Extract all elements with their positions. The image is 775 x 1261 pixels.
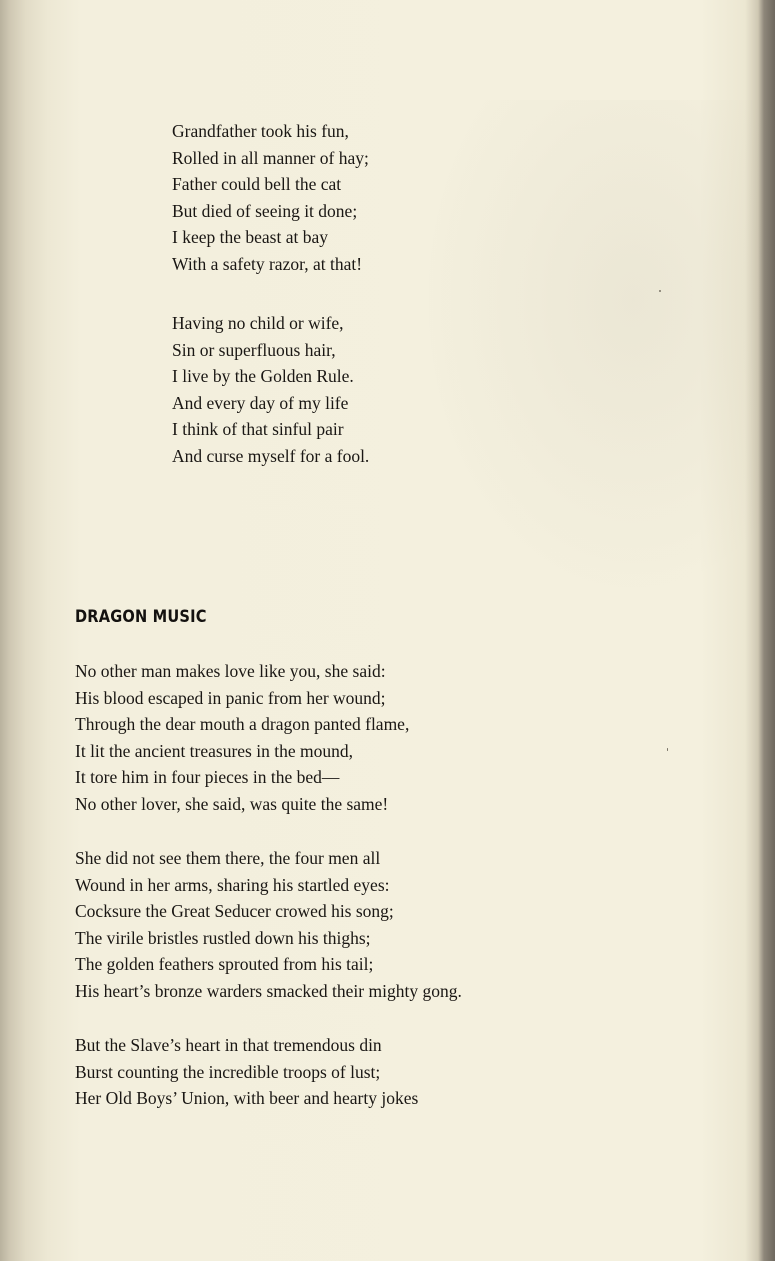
verse-line: No other lover, she said, was quite the same! — [75, 793, 389, 814]
verse-line: Through the dear mouth a dragon panted flame, — [75, 714, 410, 734]
verse-line: Wound in her arms, sharing his startled eyes: — [75, 874, 390, 895]
verse-line: I think of that sinful pair — [172, 419, 344, 439]
verse-line: No other man makes love like you, she said: — [75, 661, 386, 681]
verse-line: The virile bristles rustled down his thighs; — [75, 927, 371, 948]
verse-line: But the Slave’s heart in that tremendous din — [75, 1035, 382, 1055]
paper-speck — [659, 290, 661, 292]
verse-line: Her Old Boys’ Union, with beer and hearty jokes — [75, 1088, 419, 1108]
verse-line: The golden feathers sprouted from his tail; — [75, 954, 374, 974]
stanza — [172, 118, 369, 277]
verse-line: His heart’s bronze warders smacked their mighty gong. — [75, 980, 462, 1001]
verse-line: And curse myself for a fool. — [172, 445, 370, 466]
verse-line: His blood escaped in panic from her wound; — [75, 687, 386, 708]
poem-title: DRAGON MUSIC — [75, 607, 207, 627]
verse-line: Grandfather took his fun, — [172, 121, 349, 141]
verse-line: She did not see them there, the four men all — [75, 848, 381, 868]
verse-line: Sin or superfluous hair, — [172, 339, 336, 360]
verse-line: I keep the beast at bay — [172, 227, 328, 247]
verse-line: Having no child or wife, — [172, 313, 344, 333]
show-through-text — [420, 100, 775, 600]
stanza — [75, 1032, 418, 1112]
verse-line: Burst counting the incredible troops of lust; — [75, 1061, 381, 1082]
verse-line: I live by the Golden Rule. — [172, 366, 354, 386]
verse-line: It lit the ancient treasures in the mound, — [75, 740, 353, 761]
stanza — [75, 845, 462, 1004]
paper-speck — [667, 748, 668, 751]
verse-line: Rolled in all manner of hay; — [172, 147, 369, 168]
verse-line: But died of seeing it done; — [172, 200, 358, 221]
stanza — [75, 658, 409, 817]
verse-line: Cocksure the Great Seducer crowed his song; — [75, 901, 394, 921]
verse-line: Father could bell the cat — [172, 174, 342, 194]
verse-line: With a safety razor, at that! — [172, 253, 363, 274]
verse-line: And every day of my life — [172, 392, 349, 413]
verse-line: It tore him in four pieces in the bed— — [75, 767, 340, 787]
stanza — [172, 310, 369, 469]
